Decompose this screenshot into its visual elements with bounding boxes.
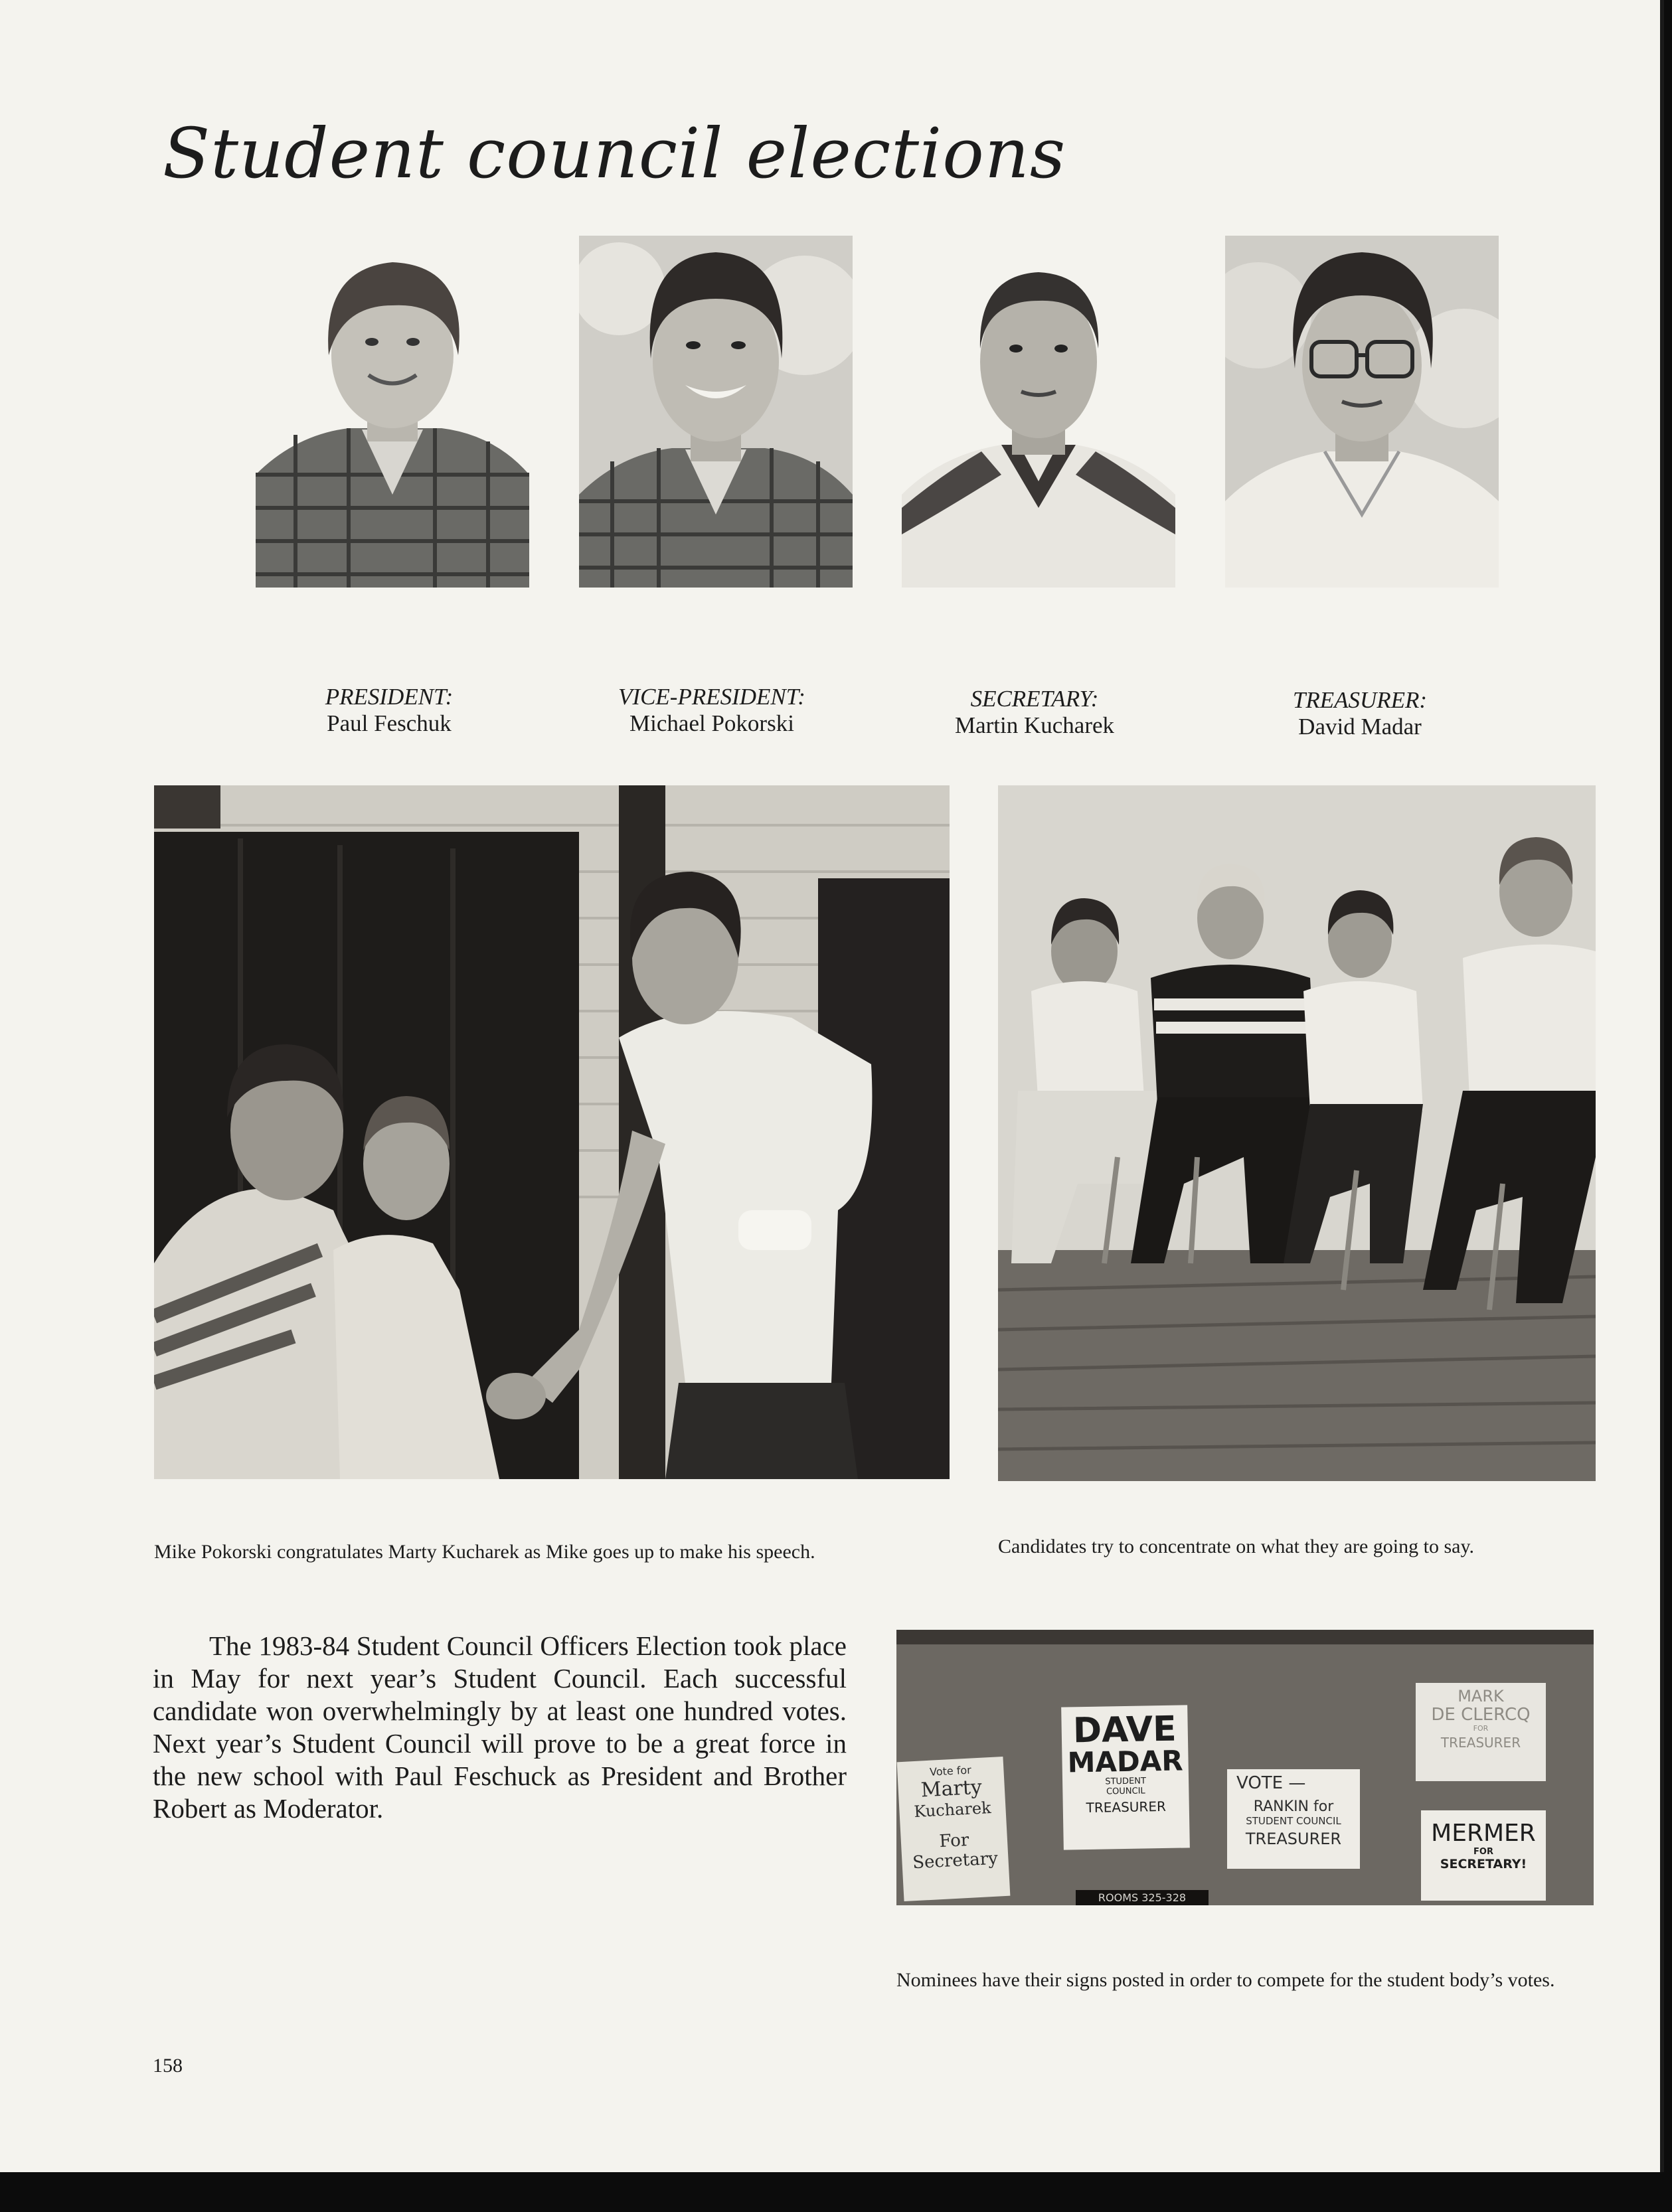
sign-line: COUNCIL [1106,1786,1145,1797]
sign-line: VOTE — [1236,1773,1306,1793]
sign-line: TREASURER [1440,1735,1521,1751]
sign-line: DAVE [1072,1709,1177,1751]
officer-vice-president [566,684,858,737]
officer-name: David Madar [1298,714,1422,740]
signs-caption: Nominees have their signs posted in order to compete for the student body’s votes. [896,1969,1555,1991]
sign-line: RANKIN for [1253,1798,1334,1815]
signs-photo [896,1630,1594,1905]
treasurer-portrait [1225,236,1499,588]
officer-role: SECRETARY: [970,686,1099,712]
officer-secretary [888,686,1181,739]
sign-line: FOR [1473,1724,1489,1733]
candidates-caption: Candidates try to concentrate on what they are going to say. [998,1536,1474,1557]
sign-line: STUDENT COUNCIL [1246,1815,1341,1827]
sign-line: Vote for [929,1763,972,1778]
sign-line: Secretary [912,1848,999,1873]
officer-role: VICE-PRESIDENT: [618,684,805,710]
sign-line: STUDENT [1105,1776,1147,1787]
candidates-photo [998,785,1596,1481]
officer-president [243,684,535,737]
vice-president-portrait [579,236,853,588]
sign-line: For [938,1830,970,1852]
president-portrait [256,256,529,588]
article-body: The 1983-84 Student Council Officers Election took place in May for next year’s Student Council. Each successful candidate won overwhelmingly by at least one hundred votes. Next year’s Student Council will prove to be a great force in the new school with Paul Feschuck as President and Brother Robert as Moderator. [153,1630,847,1824]
officer-name: Paul Feschuk [327,710,452,736]
handshake-caption: Mike Pokorski congratulates Marty Kucharek as Mike goes up to make his speech. [154,1541,815,1563]
sign-line: Kucharek [913,1798,992,1822]
room-label: ROOMS 325-328 [1076,1890,1209,1905]
officer-treasurer [1214,687,1506,740]
officer-role: PRESIDENT: [325,684,454,710]
sign-line: TREASURER [1086,1798,1167,1816]
sign-line: Marty [920,1775,983,1802]
page-number: 158 [153,2055,183,2077]
sign-madar [1061,1705,1190,1850]
officer-role: TREASURER: [1292,687,1428,713]
bulletin-board-frame [896,1630,1594,1644]
page-title: Student council elections [163,113,1066,194]
sign-line: MARK [1458,1687,1504,1705]
sign-line: MADAR [1067,1744,1183,1779]
sign-line: MERMER [1431,1820,1536,1847]
sign-rankin [1227,1769,1360,1869]
sign-de-clercq [1416,1683,1546,1781]
officer-name: Martin Kucharek [954,712,1115,738]
sign-mermer [1421,1810,1546,1901]
sign-line: DE CLERCQ [1431,1705,1531,1725]
sign-line: FOR [1473,1847,1493,1857]
secretary-portrait [902,256,1175,588]
handshake-photo [154,785,950,1479]
sign-line: TREASURER [1245,1830,1342,1848]
sign-kucharek [897,1757,1011,1901]
sign-line: SECRETARY! [1440,1857,1527,1871]
officer-name: Michael Pokorski [629,710,794,736]
